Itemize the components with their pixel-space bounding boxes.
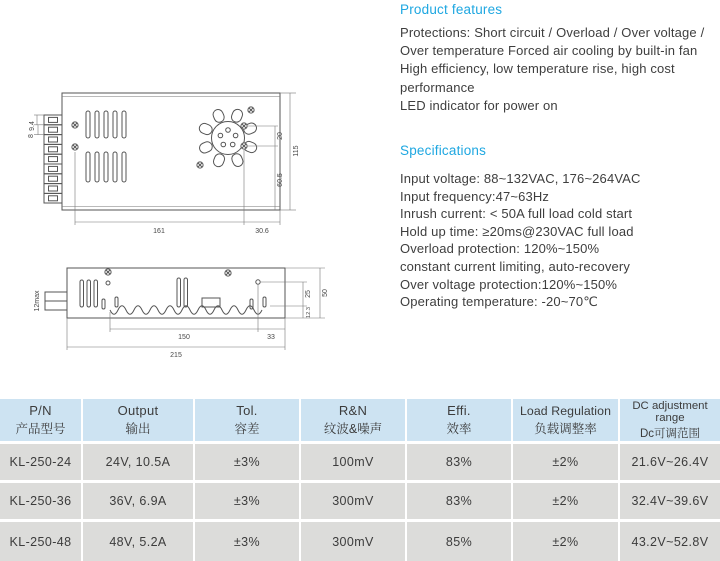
cell-dc-range [620,483,720,519]
dim-terminal-pitch-a: 9.4 [29,121,36,131]
dim-fin-span: 150 [178,334,190,341]
cell-value: 21.6V~26.4V [631,455,709,469]
cell-value: 83% [445,494,473,508]
cell-value: ±2% [552,534,579,549]
header-label-en: Tol. [236,403,258,418]
dim-body-length: 215 [170,352,182,359]
specifications-title: Specifications [400,143,487,158]
dim-body-width: 115 [293,145,300,157]
dim-terminal-pitch-b: 8 [28,134,35,138]
cell-value: ±2% [552,494,579,508]
fan-screw-icon [241,143,247,149]
feature-line: performance [400,79,475,95]
dim-length [67,318,285,359]
dim-fan-to-bottom: 60.5 [277,173,284,187]
spec-line: Inrush current: < 50A full load cold start [400,206,633,222]
header-efficiency [407,399,511,441]
cell-load-reg [513,522,618,561]
dim-hole-drop: 25 [305,290,312,298]
cell-ripple [301,483,405,519]
header-label-zh: 容差 [234,422,260,436]
product-features-title: Product features [400,2,503,17]
header-ripple-noise [301,399,405,441]
cell-value: 85% [445,534,473,549]
cell-pn [0,483,81,519]
header-label-en: Load Regulation [519,403,612,418]
cell-value: 36V, 6.9A [109,494,167,508]
cell-value: ±3% [233,455,261,469]
cell-value: 48V, 5.2A [109,534,167,549]
cell-output [83,483,193,519]
header-label-zh: 产品型号 [15,422,66,436]
dim-fan-to-edge: 30.6 [255,228,269,235]
dim-connector: 12max [34,290,41,312]
cell-output [83,444,193,480]
spec-line: Over voltage protection:120%~150% [400,276,618,292]
cell-value: KL-250-36 [9,494,72,508]
cell-value: 300mV [332,494,374,508]
spec-line: Hold up time: ≥20ms@230VAC full load [400,223,634,239]
dim-fins [110,285,285,341]
cell-tolerance [195,444,299,480]
spec-line: constant current limiting, auto-recovery [400,258,630,274]
screw-icon [248,107,254,113]
cell-ripple [301,522,405,561]
model-spec-table [0,399,720,561]
fan-icon [198,108,258,168]
cell-efficiency [407,522,511,561]
cell-value: ±2% [552,455,579,469]
cell-efficiency [407,483,511,519]
spec-line: Overload protection: 120%~150% [400,241,600,257]
dim-foot: 12.3 [306,307,312,318]
header-label-zh: 纹波&噪声 [323,422,383,436]
top-view-svg [28,86,320,238]
input-connector [34,290,67,312]
side-view-drawing [18,240,330,366]
fan-screw-icon [241,123,247,129]
header-label-en: Output [117,403,159,418]
cell-pn [0,444,81,480]
cell-value: KL-250-24 [9,455,72,469]
cell-value: 300mV [332,534,374,549]
cell-output [83,522,193,561]
table-row [0,522,720,561]
cell-dc-range [620,444,720,480]
header-label-en: DC adjustment range [632,399,708,424]
cell-value: 83% [445,455,473,469]
header-dc-adjust-range [620,399,720,441]
spec-line: Input voltage: 88~132VAC, 176~264VAC [400,171,641,186]
cell-value: ±3% [233,534,261,549]
table-row [0,444,720,480]
dim-screw-span: 161 [153,228,165,235]
feature-line: High efficiency, low temperature rise, high cost [400,61,675,77]
cell-tolerance [195,483,299,519]
header-label-en: P/N [29,403,52,418]
product-features-section [400,2,718,115]
screw-icon [72,144,78,150]
terminal-block [44,115,62,203]
cell-value: ±3% [233,494,261,508]
side-view-svg [18,240,330,361]
feature-line: LED indicator for power on [400,97,558,113]
screw-icon [105,269,111,275]
table-row [0,483,720,519]
cell-load-reg [513,483,618,519]
cell-ripple [301,444,405,480]
feature-line: Over temperature Forced air cooling by built-in fan [400,43,698,59]
cell-efficiency [407,444,511,480]
header-label-en: R&N [338,403,368,418]
dim-fin-to-edge: 33 [267,334,275,341]
specifications-section [400,143,718,311]
chassis-outline [67,268,285,318]
header-load-regulation [513,399,618,441]
spec-line: Operating temperature: -20~70℃ [400,294,598,310]
header-label-zh: 负载调整率 [534,421,597,436]
cell-value: 100mV [332,455,374,469]
dim-height [261,268,329,318]
dim-fan-screw-gap: 20 [277,132,284,140]
header-label-zh: 输出 [125,422,151,436]
header-label-zh: 效率 [446,422,472,436]
dim-terminal [28,115,44,138]
screw-icon [225,270,231,276]
feature-line: Protections: Short circuit / Overload / Over voltage / [400,25,705,40]
header-label-zh: Dc可调范围 [639,427,701,440]
cell-pn [0,522,81,561]
header-pn [0,399,81,441]
screw-icon [197,162,203,168]
table-header-row [0,399,720,441]
cell-value: KL-250-48 [9,534,72,549]
cell-value: 43.2V~52.8V [631,534,709,549]
screw-icon [72,122,78,128]
side-vents [80,278,266,309]
dim-body-height: 50 [322,289,329,297]
pilot-hole [106,281,110,285]
header-output [83,399,193,441]
mount-hole [256,280,260,284]
cell-dc-range [620,522,720,561]
cell-load-reg [513,444,618,480]
cell-value: 32.4V~39.6V [631,494,709,508]
dim-bottom [75,150,280,235]
spec-line: Input frequency:47~63Hz [400,188,550,204]
header-label-en: Effi. [447,403,471,418]
cell-value: 24V, 10.5A [105,455,171,469]
header-tolerance [195,399,299,441]
top-view-drawing [28,86,320,243]
vent-slots [86,111,126,182]
cell-tolerance [195,522,299,561]
